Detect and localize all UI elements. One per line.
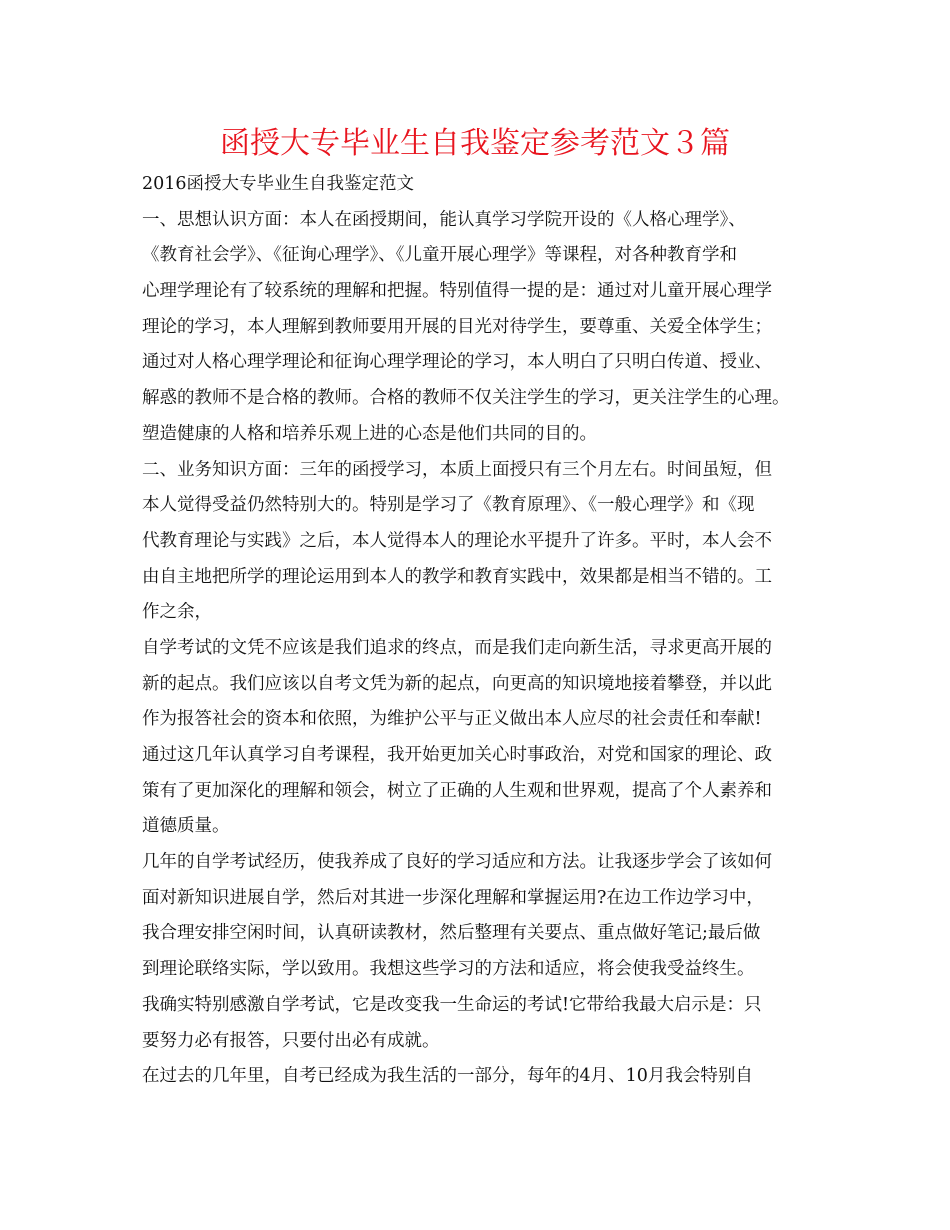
text-line: 通过这几年认真学习自考课程，我开始更加关心时事政治，对党和国家的理论、政 xyxy=(142,745,772,765)
text-line: 二、业务知识方面：三年的函授学习，本质上面授只有三个月左右。时间虽短，但 xyxy=(142,459,772,480)
text-line: 《教育社会学》、《征询心理学》、《儿童开展心理学》等课程，对各种教育学和 xyxy=(142,245,737,266)
text-line: 新的起点。我们应该以自考文凭为新的起点，向更高的知识境地接着攀登，并以此 xyxy=(142,673,772,694)
text-line: 作为报答社会的资本和依照，为维护公平与正义做出本人应尽的社会责任和奉献! xyxy=(142,709,762,730)
text-line: 自学考试的文凭不应该是我们追求的终点，而是我们走向新生活，寻求更高开展的 xyxy=(142,637,772,658)
text-line: 在过去的几年里，自考已经成为我生活的一部分，每年的4月、10月我会特别自 xyxy=(142,1066,753,1087)
text-line: 道德质量。 xyxy=(142,816,230,837)
text-line: 解惑的教师不是合格的教师。合格的教师不仅关注学生的学习，更关注学生的心理。 xyxy=(142,388,790,409)
text-line: 通过对人格心理学理论和征询心理学理论的学习，本人明白了只明白传道、授业、 xyxy=(142,352,772,373)
text-line: 几年的自学考试经历，使我养成了良好的学习适应和方法。让我逐步学会了该如何 xyxy=(142,852,772,873)
text-line: 代教育理论与实践》之后，本人觉得本人的理论水平提升了许多。平时，本人会不 xyxy=(142,530,772,551)
document-title: 函授大专毕业生自我鉴定参考范文３篇 xyxy=(220,126,730,161)
text-line: 要努力必有报答，只要付出必有成就。 xyxy=(142,1030,440,1051)
text-line: 策有了更加深化的理解和领会，树立了正确的人生观和世界观，提高了个人素养和 xyxy=(142,780,772,801)
text-line: 心理学理论有了较系统的理解和把握。特别值得一提的是：通过对儿童开展心理学 xyxy=(142,281,772,302)
text-line: 我合理安排空闲时间，认真研读教材，然后整理有关要点、重点做好笔记;最后做 xyxy=(142,923,761,944)
text-line: 一、思想认识方面：本人在函授期间，能认真学习学院开设的《人格心理学》、 xyxy=(142,209,746,230)
text-line: 塑造健康的人格和培养乐观上进的心态是他们共同的目的。 xyxy=(142,423,597,444)
text-line: 2016函授大专毕业生自我鉴定范文 xyxy=(142,174,415,194)
text-line: 由自主地把所学的理论运用到本人的教学和教育实践中，效果都是相当不错的。工 xyxy=(142,566,772,587)
text-line: 本人觉得受益仍然特别大的。特别是学习了《教育原理》、《一般心理学》和《现 xyxy=(142,495,755,516)
text-line: 面对新知识进展自学，然后对其进一步深化理解和掌握运用?在边工作边学习中， xyxy=(142,887,764,908)
text-line: 作之余， xyxy=(142,602,212,623)
text-line: 我确实特别感激自学考试，它是改变我一生命运的考试!它带给我最大启示是：只 xyxy=(142,994,762,1015)
text-line: 理论的学习，本人理解到教师要用开展的目光对待学生，要尊重、关爱全体学生； xyxy=(142,316,772,337)
document-body xyxy=(142,167,862,1095)
text-line: 到理论联络实际，学以致用。我想这些学习的方法和适应，将会使我受益终生。 xyxy=(142,959,755,980)
